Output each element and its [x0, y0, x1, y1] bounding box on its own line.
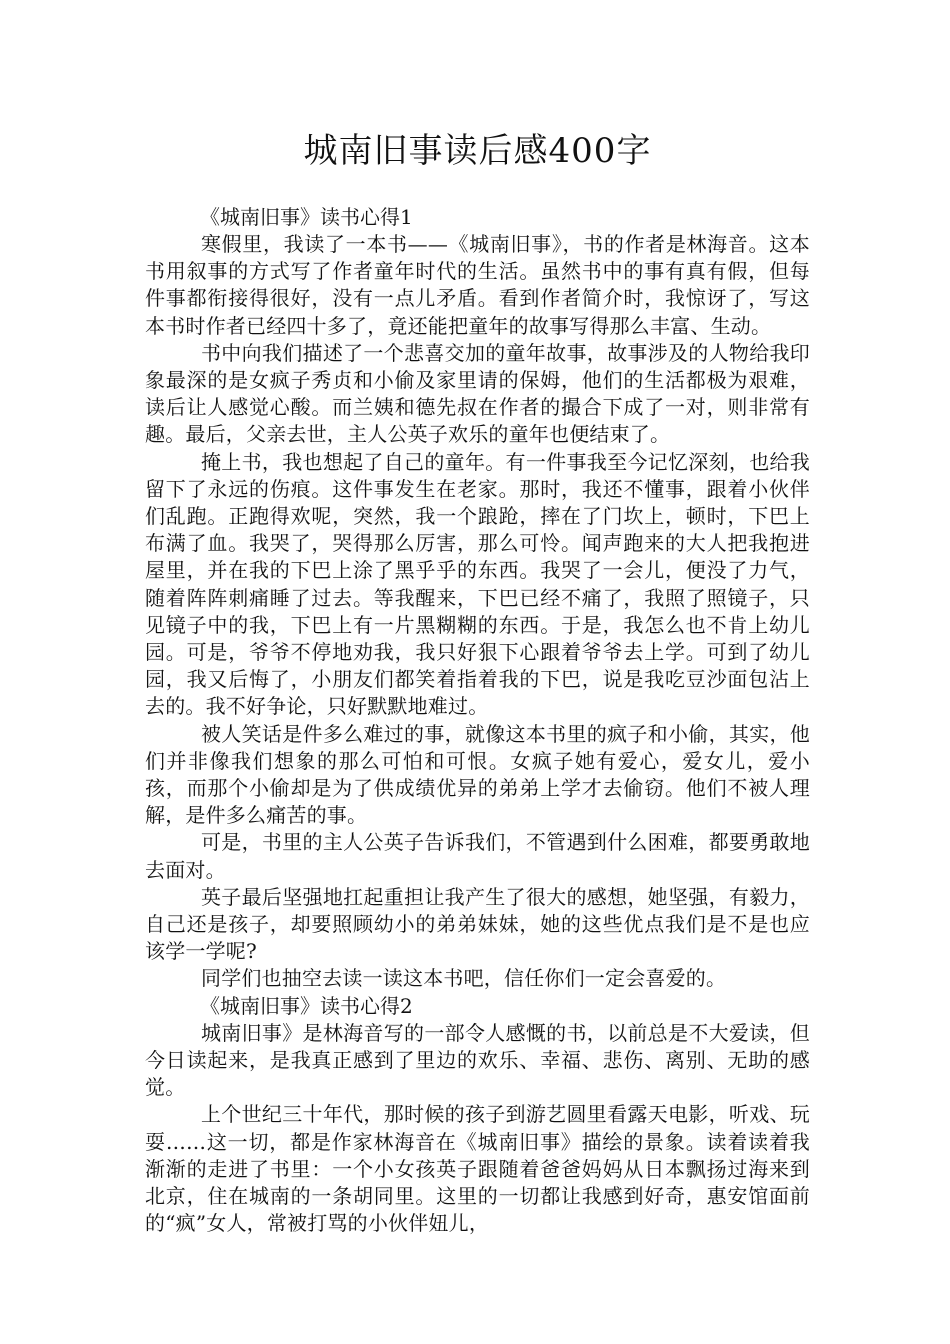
section-1-heading: 《城南旧事》读书心得1	[200, 205, 413, 229]
section-1-paragraph-6: 英子最后坚强地扛起重担让我产生了很大的感想，她坚强，有毅力，自己还是孩子，却要照顾幼小的弟弟妹妹，她的这些优点我们是不是也应该学一学呢?	[145, 884, 810, 964]
section-1-paragraph-1: 寒假里，我读了一本书——《城南旧事》，书的作者是林海音。这本书用叙事的方式写了作者童年时代的生活。虽然书中的事有真有假，但每件事都衔接得很好，没有一点儿矛盾。看到作者简介时，我惊讶了，写这本书时作者已经四十多了，竟还能把童年的故事写得那么丰富、生动。	[145, 232, 810, 338]
section-1-paragraph-5: 可是，书里的主人公英子告诉我们，不管遇到什么困难，都要勇敢地去面对。	[145, 830, 810, 882]
document-title: 城南旧事读后感400字	[303, 131, 652, 171]
section-1-paragraph-2: 书中向我们描述了一个悲喜交加的童年故事，故事涉及的人物给我印象最深的是女疯子秀贞和小偷及家里请的保姆，他们的生活都极为艰难，读后让人感觉心酸。而兰姨和德先叔在作者的撮合下成了一对，则非常有趣。最后，父亲去世，主人公英子欢乐的童年也便结束了。	[145, 340, 810, 447]
document-page	[145, 128, 810, 1237]
section-1-paragraph-7: 同学们也抽空去读一读这本书吧，信任你们一定会喜爱的。	[201, 966, 727, 991]
section-1-paragraph-4: 被人笑话是件多么难过的事，就像这本书里的疯子和小偷，其实，他们并非像我们想象的那么可怕和可恨。女疯子她有爱心，爱女儿，爱小孩，而那个小偷却是为了供成绩优异的弟弟上学才去偷窃。他们不被人理解，是件多么痛苦的事。	[145, 721, 810, 828]
section-2-paragraph-1: 城南旧事》是林海音写的一部令人感慨的书，以前总是不大爱读，但今日读起来，是我真正感到了里边的欢乐、幸福、悲伤、离别、无助的感觉。	[145, 1020, 810, 1100]
section-1-paragraph-3: 掩上书，我也想起了自己的童年。有一件事我至今记忆深刻，也给我留下了永远的伤痕。这件事发生在老家。那时，我还不懂事，跟着小伙伴们乱跑。正跑得欢呢，突然，我一个踉跄，摔在了门坎上，顿时，下巴上布满了血。我哭了，哭得那么厉害，那么可怜。闻声跑来的大人把我抱进屋里，并在我的下巴上涂了黑乎乎的东西。我哭了一会儿，便没了力气，随着阵阵刺痛睡了过去。等我醒来，下巴已经不痛了，我照了照镜子，只见镜子中的我，下巴上有一片黑糊糊的东西。于是，我怎么也不肯上幼儿园。可是，爷爷不停地劝我，我只好狠下心跟着爷爷去上学。可到了幼儿园，我又后悔了，小朋友们都笑着指着我的下巴，说是我吃豆沙面包沾上去的。我不好争论，只好默默地难过。	[145, 449, 810, 719]
section-2-paragraph-2: 上个世纪三十年代，那时候的孩子到游艺圆里看露天电影，听戏、玩耍……这一切，都是作家林海音在《城南旧事》描绘的景象。读着读着我渐渐的走进了书里：一个小女孩英子跟随着爸爸妈妈从日本飘扬过海来到北京，住在城南的一条胡同里。这里的一切都让我感到好奇，惠安馆面前的“疯”女人，常被打骂的小伙伴妞儿，	[145, 1102, 810, 1236]
section-2-heading: 《城南旧事》读书心得2	[200, 993, 413, 1018]
